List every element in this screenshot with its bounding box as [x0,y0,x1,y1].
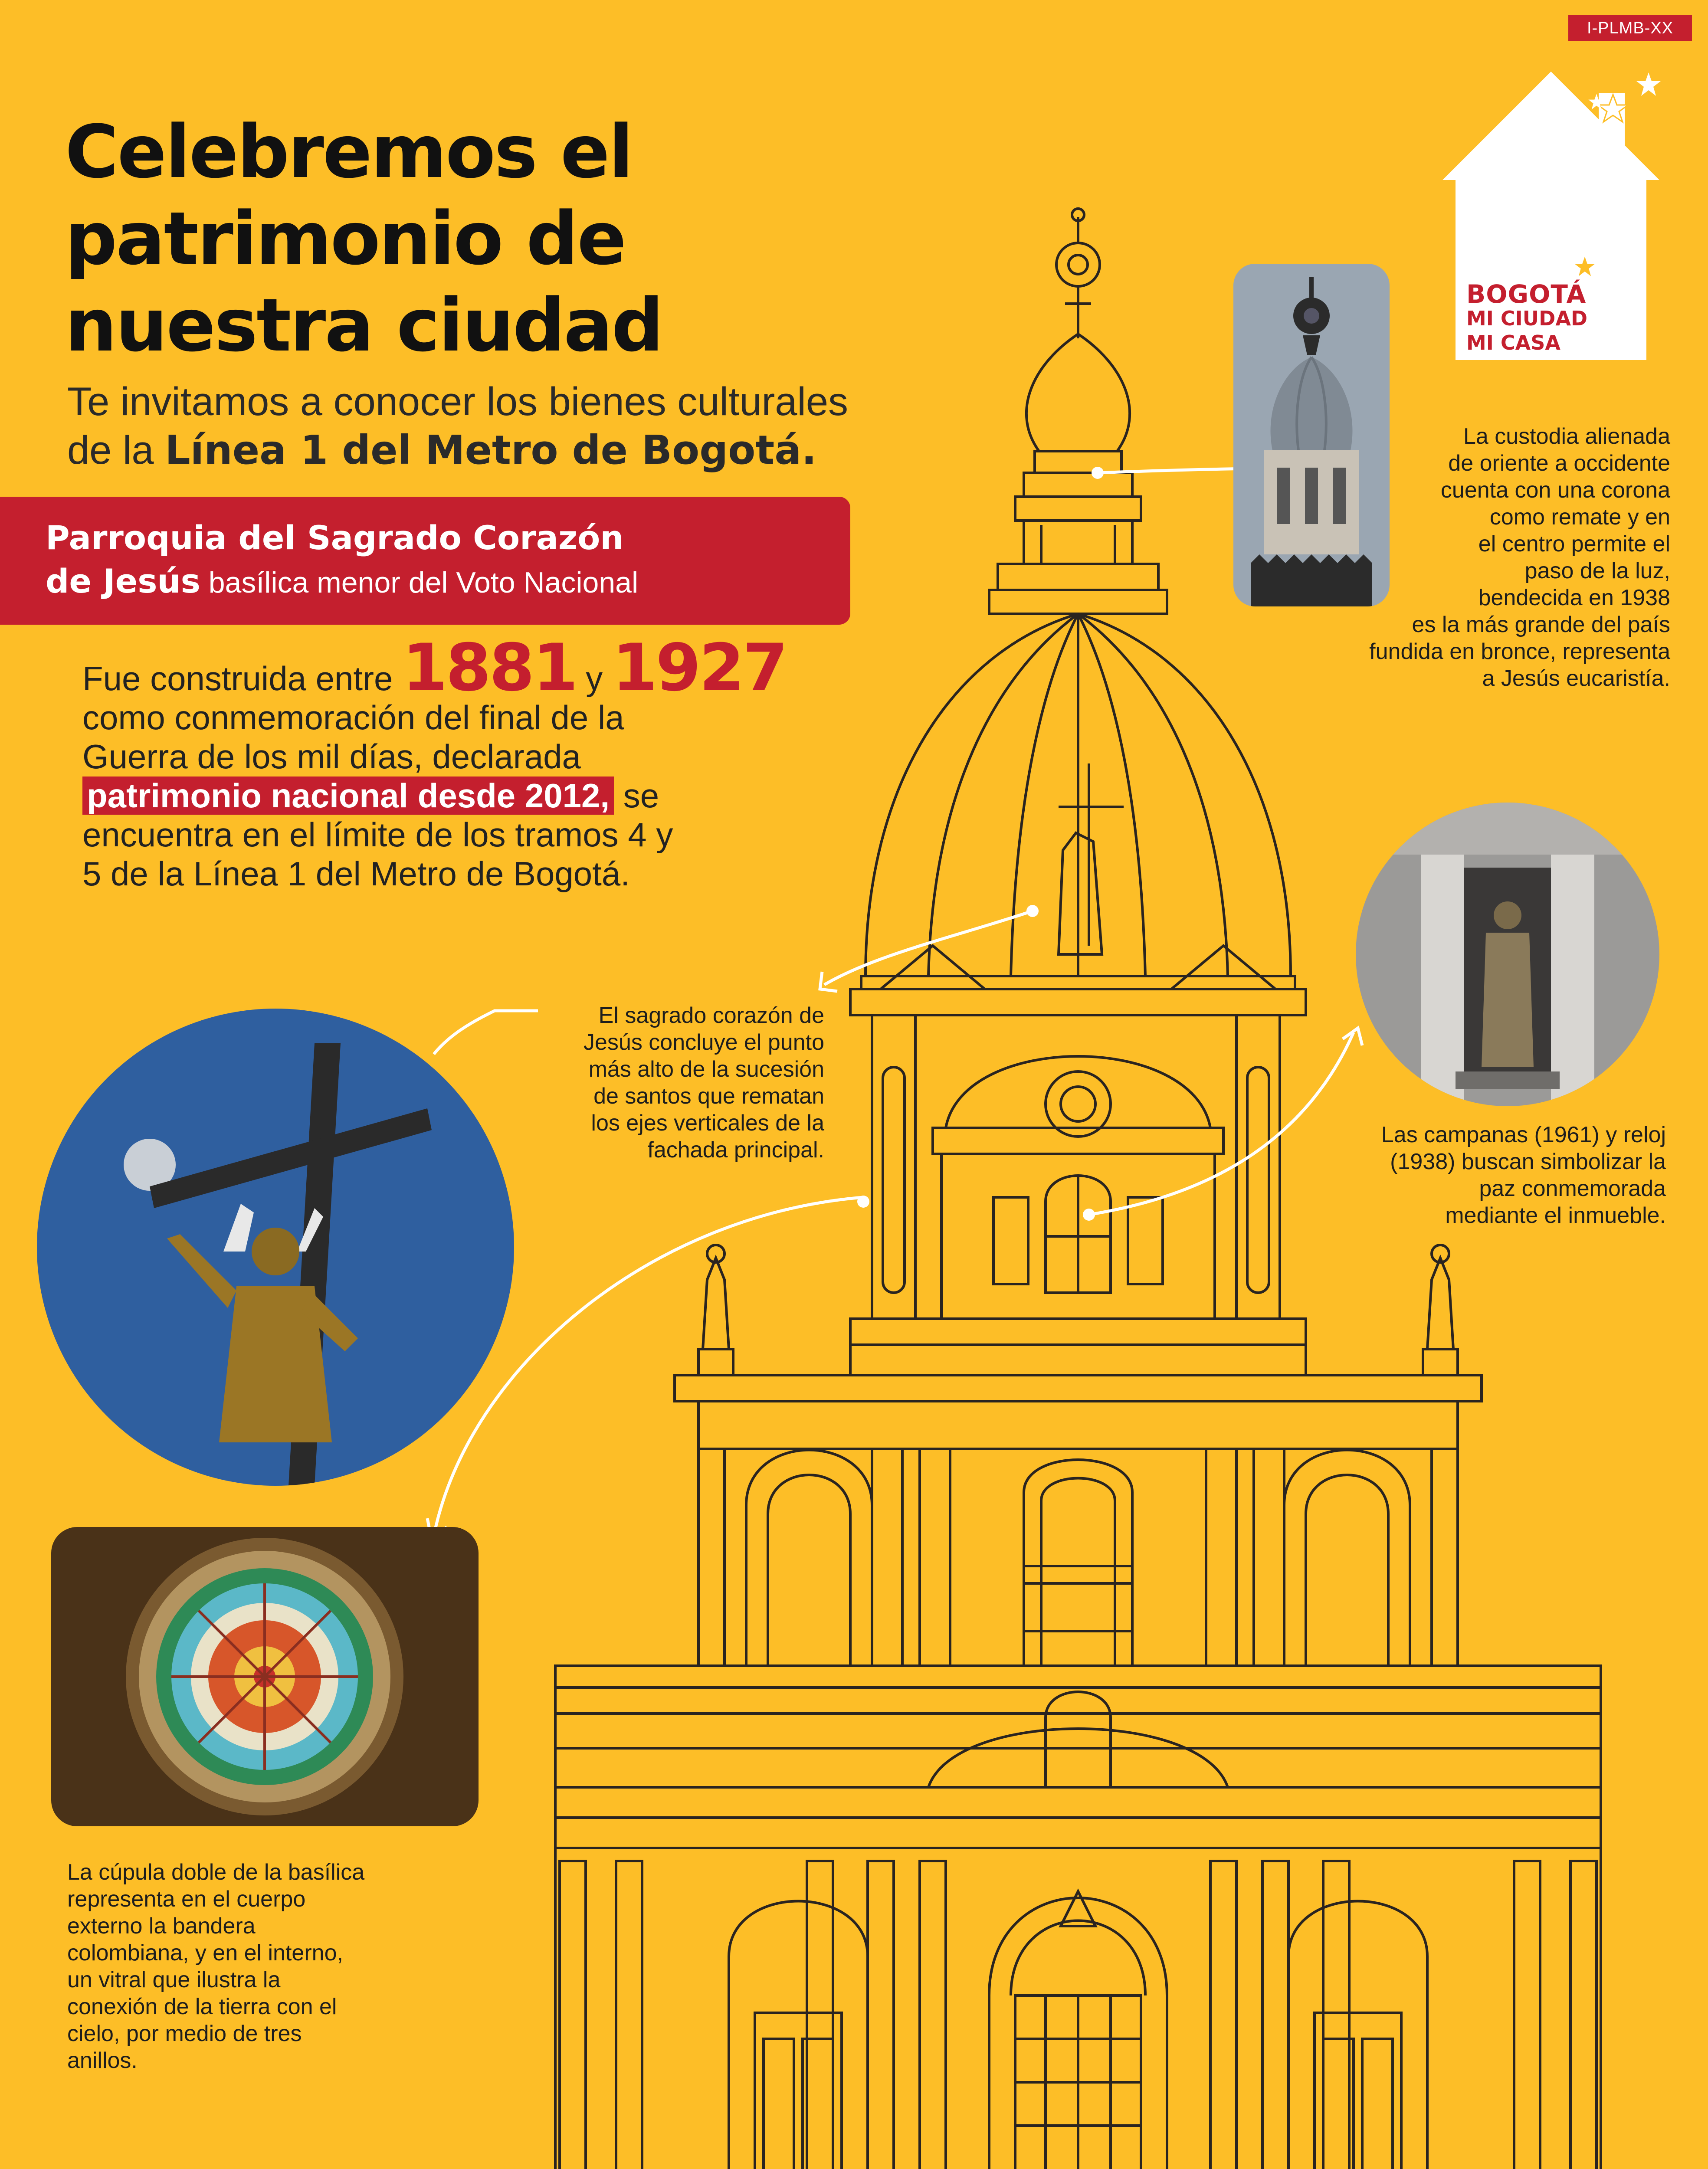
custodia-line: de oriente a occidente [1448,451,1670,476]
dome-line: colombiana, y en el interno, [67,1940,343,1966]
sacred-heart-line: más alto de la sucesión [588,1057,824,1082]
sacred-heart-statue-photo [37,1009,514,1486]
custodia-line: a Jesús eucaristía. [1482,666,1670,691]
church-name-banner [0,497,850,625]
dome-line: anillos. [67,2048,138,2073]
bells-line: paz conmemorada [1479,1176,1666,1201]
sacred-heart-line: El sagrado corazón de [598,1003,824,1028]
subtitle-line-1: Te invitamos a conocer los bienes culturales [67,380,849,424]
banner-line-2-light: basílica menor del Voto Nacional [200,566,639,599]
star-icon [1574,256,1596,278]
custodia-line: el centro permite el [1478,531,1670,557]
subtitle-line-2-bold: Línea 1 del Metro de Bogotá. [165,427,817,473]
bells-line: mediante el inmueble. [1445,1203,1666,1228]
bells-line: (1938) buscan simbolizar la [1390,1149,1666,1174]
custodia-line: es la más grande del país [1412,612,1670,637]
custodia-callout [1280,423,1670,692]
intro-line-2: como conmemoración del final de la [82,698,624,737]
custodia-line: cuenta con una corona [1440,478,1670,503]
stained-glass-dome-photo [51,1527,479,1826]
year-end: 1927 [612,630,787,706]
intro-line-6: 5 de la Línea 1 del Metro de Bogotá. [82,855,630,893]
sacred-heart-line: fachada principal. [647,1137,824,1163]
intro-line-3: Guerra de los mil días, declarada [82,737,581,776]
title-line-3: nuestra ciudad [65,283,662,368]
custodia-line: La custodia alienada [1463,424,1670,449]
bells-callout [1280,1121,1666,1229]
dome-line: cielo, por medio de tres [67,2021,302,2046]
dome-line: representa en el cuerpo [67,1887,306,1912]
intro-prefix: Fue construida entre [82,659,403,698]
dome-callout [67,1859,501,2074]
intro-and: y [576,659,612,698]
sacred-heart-line: los ejes verticales de la [591,1111,824,1136]
banner-line-2 [46,562,638,600]
custodia-line: paso de la luz, [1524,558,1670,583]
intro-after-highlight: se [614,777,659,815]
banner-line-1: Parroquia del Sagrado Corazón [46,518,624,557]
document-code-tag: I-PLMB-XX [1568,15,1692,41]
star-icon [1588,93,1605,111]
bell-tower-statue-photo [1356,803,1659,1106]
custodia-line: como remate y en [1489,505,1670,530]
sacred-heart-callout [495,1002,824,1163]
dome-line: La cúpula doble de la basílica [67,1860,365,1885]
dome-line: conexión de la tierra con el [67,1994,337,2019]
sacred-heart-line: de santos que rematan [593,1084,824,1109]
page-subtitle [67,377,1022,475]
intro-line-5: encuentra en el límite de los tramos 4 y [82,816,673,854]
bells-line: Las campanas (1961) y reloj [1381,1122,1666,1147]
star-icon [1636,72,1662,98]
logo-line-2: MI CIUDAD [1466,307,1588,330]
subtitle-line-2-prefix: de la [67,428,165,472]
logo-wordmark [1466,279,1588,355]
history-paragraph [82,630,829,893]
logo-line-1: BOGOTÁ [1466,279,1587,309]
custodia-line: fundida en bronce, representa [1369,639,1670,664]
heritage-highlight: patrimonio nacional desde 2012, [82,777,614,815]
banner-line-2-bold: de Jesús [46,562,200,600]
custodia-line: bendecida en 1938 [1478,585,1670,610]
title-line-2: patrimonio de [65,196,626,281]
page-title [65,108,889,369]
dome-line: un vitral que ilustra la [67,1967,281,1992]
logo-line-3: MI CASA [1466,331,1560,354]
dome-line: externo la bandera [67,1913,256,1939]
sacred-heart-line: Jesús concluye el punto [583,1030,824,1055]
year-start: 1881 [402,630,577,706]
title-line-1: Celebremos el [65,109,633,194]
